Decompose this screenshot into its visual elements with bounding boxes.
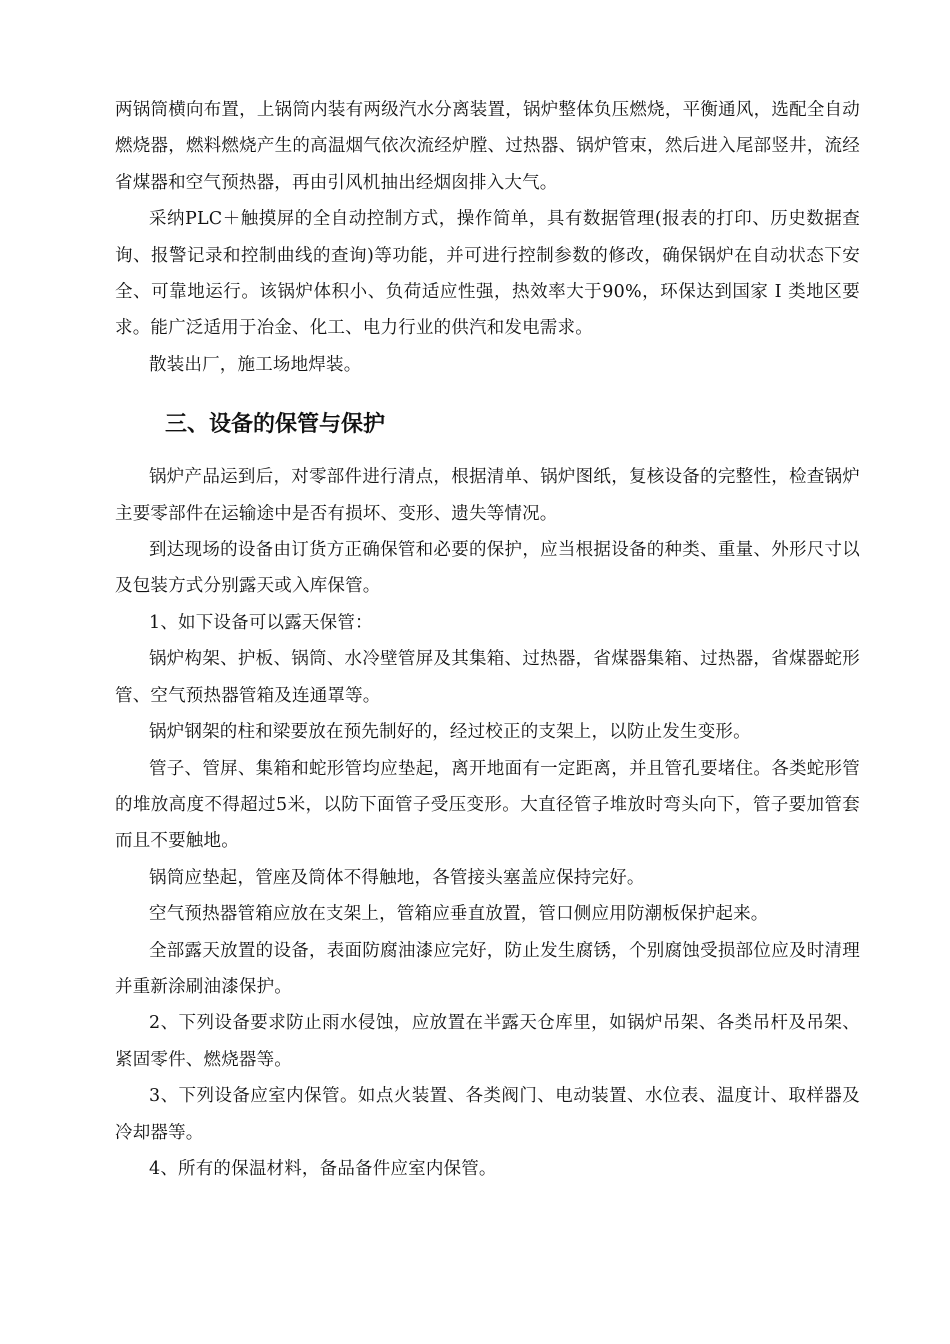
paragraph-section-2: 到达现场的设备由订货方正确保管和必要的保护，应当根据设备的种类、重量、外形尺寸以及包装方式分别露天或入库保管。 bbox=[115, 540, 860, 597]
paragraph-section-1: 锅炉产品运到后，对零部件进行清点，根据清单、锅炉图纸，复核设备的完整性，检查锅炉主要零部件在运输途中是否有损坏、变形、遗失等情况。 bbox=[115, 467, 860, 524]
section-heading: 三、设备的保管与保护 bbox=[165, 412, 386, 438]
list-item-4: 4、所有的保温材料，备品备件应室内保管。 bbox=[149, 1158, 497, 1179]
list-item-1-title: 1、如下设备可以露天保管： bbox=[149, 612, 373, 633]
paragraph-intro-1: 两锅筒横向布置，上锅筒内装有两级汽水分离装置，锅炉整体负压燃烧，平衡通风，选配全自动燃烧器，燃料燃烧产生的高温烟气依次流经炉膛、过热器、锅炉管束，然后进入尾部竖井，流经省煤器和空气预热器，再由引风机抽出经烟囱排入大气。 bbox=[115, 100, 860, 193]
paragraph-section-5: 锅炉钢架的柱和梁要放在预先制好的，经过校正的支架上，以防止发生变形。 bbox=[149, 722, 751, 743]
paragraph-section-7: 锅筒应垫起，管座及筒体不得触地，各管接头塞盖应保持完好。 bbox=[149, 867, 645, 888]
paragraph-intro-2: 采纳PLC＋触摸屏的全自动控制方式，操作简单，具有数据管理(报表的打印、历史数据查询、报警记录和控制曲线的查询)等功能，并可进行控制参数的修改，确保锅炉在自动状态下安全、可靠地运行。该锅炉体积小、负荷适应性强，热效率大于90%，环保达到国家 Ⅰ 类地区要求。能广泛适用于冶金、化工、电力行业的供汽和发电需求。 bbox=[115, 209, 860, 339]
paragraph-intro-3: 散装出厂，施工场地焊装。 bbox=[149, 354, 362, 375]
document-body bbox=[115, 92, 860, 1187]
list-item-3: 3、下列设备应室内保管。如点火装置、各类阀门、电动装置、水位表、温度计、取样器及冷却器等。 bbox=[115, 1086, 860, 1143]
paragraph-section-9: 全部露天放置的设备，表面防腐油漆应完好，防止发生腐锈，个别腐蚀受损部位应及时清理并重新涂刷油漆保护。 bbox=[115, 940, 860, 997]
paragraph-section-8: 空气预热器管箱应放在支架上，管箱应垂直放置，管口侧应用防潮板保护起来。 bbox=[149, 904, 769, 925]
list-item-2: 2、下列设备要求防止雨水侵蚀，应放置在半露天仓库里，如锅炉吊架、各类吊杆及吊架、紧固零件、燃烧器等。 bbox=[115, 1013, 860, 1070]
paragraph-section-6: 管子、管屏、集箱和蛇形管均应垫起，离开地面有一定距离，并且管孔要堵住。各类蛇形管的堆放高度不得超过5米，以防下面管子受压变形。大直径管子堆放时弯头向下，管子要加管套而且不要触地。 bbox=[115, 758, 860, 852]
paragraph-section-4: 锅炉构架、护板、锅筒、水冷壁管屏及其集箱、过热器，省煤器集箱、过热器，省煤器蛇形管、空气预热器管箱及连通罩等。 bbox=[115, 649, 860, 706]
